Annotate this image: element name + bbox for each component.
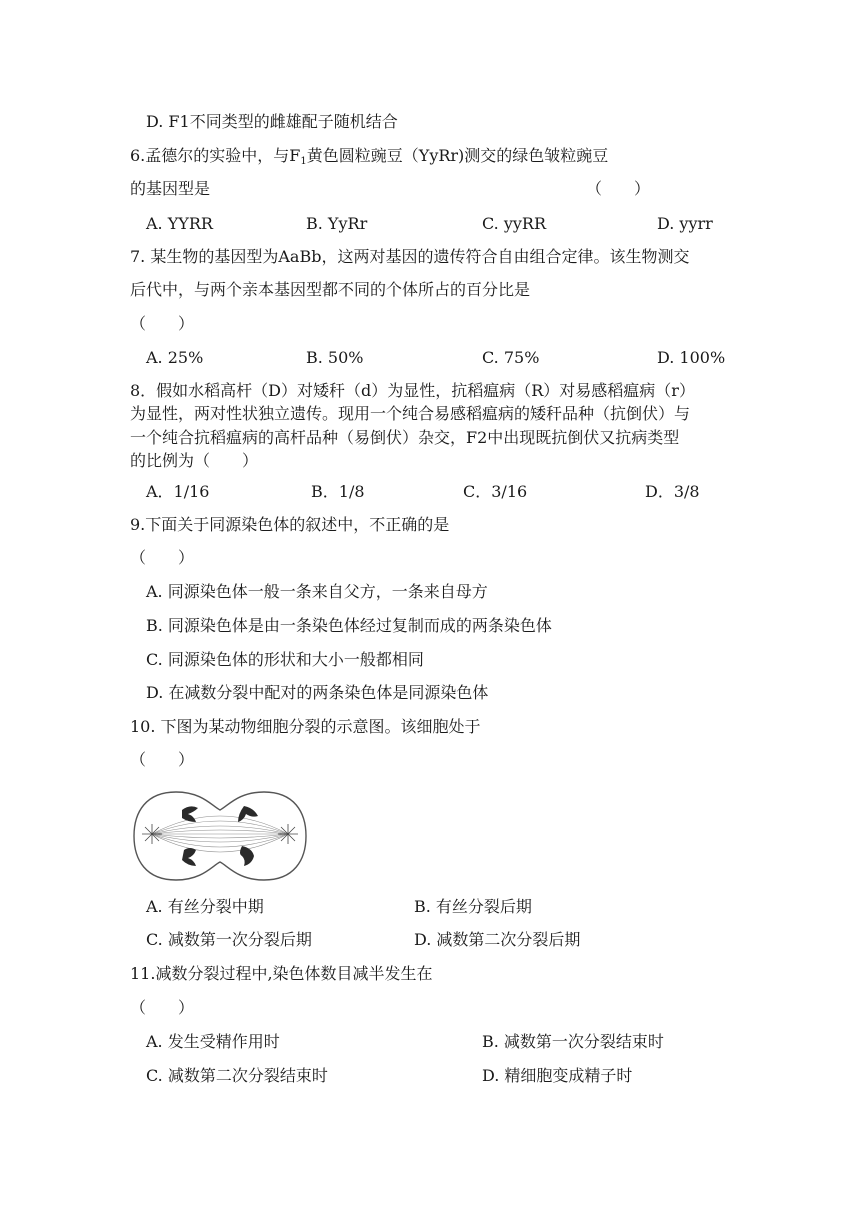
q11-answer-paren: （ ） [130, 998, 195, 1017]
spindle-fibers [152, 816, 288, 852]
chromosome-bottom-right [240, 846, 254, 866]
q6-stem-part1: 6.孟德尔的实验中，与F [130, 146, 301, 165]
q6-option-c: C. yyRR [482, 214, 547, 233]
q8-option-b: B．1/8 [311, 482, 365, 501]
q10-option-a: A. 有丝分裂中期 [146, 897, 264, 916]
q9-stem: 9.下面关于同源染色体的叙述中，不正确的是 [130, 515, 450, 534]
q10-option-d: D. 减数第二次分裂后期 [414, 930, 581, 949]
q7-option-d: D. 100% [657, 348, 726, 367]
q8-option-d: D．3/8 [645, 482, 700, 501]
q10-stem: 10. 下图为某动物细胞分裂的示意图。该细胞处于 [130, 717, 481, 736]
q8-option-a: A．1/16 [146, 482, 210, 501]
q6-stem-line2: 的基因型是 [130, 179, 211, 198]
chromosome-top-right [238, 806, 258, 822]
q7-option-c: C. 75% [482, 348, 540, 367]
q9-option-b: B. 同源染色体是由一条染色体经过复制而成的两条染色体 [146, 616, 552, 635]
q6-option-d: D. yyrr [657, 214, 713, 233]
q7-option-a: A. 25% [146, 348, 204, 367]
q8-option-c: C．3/16 [463, 482, 528, 501]
q6-stem-part2: 黄色圆粒豌豆（YyRr)测交的绿色皱粒豌豆 [306, 146, 609, 165]
q11-stem: 11.减数分裂过程中,染色体数目减半发生在 [130, 964, 433, 983]
chromosomes [182, 806, 258, 866]
q7-stem-line1: 7. 某生物的基因型为AaBb，这两对基因的遗传符合自由组合定律。该生物测交 [130, 247, 690, 266]
q6-stem-line1 [130, 145, 608, 173]
q7-stem-line2: 后代中，与两个亲本基因型都不同的个体所占的百分比是 [130, 280, 531, 299]
q8-stem-line4: 的比例为（ ） [130, 451, 259, 470]
q9-option-a: A. 同源染色体一般一条来自父方，一条来自母方 [146, 582, 488, 601]
q11-option-b: B. 减数第一次分裂结束时 [482, 1032, 664, 1051]
q6-subscript: 1 [300, 156, 307, 167]
q7-answer-paren: （ ） [130, 314, 195, 333]
centriole-right [278, 824, 298, 844]
q10-option-c: C. 减数第一次分裂后期 [146, 930, 312, 949]
centriole-left [142, 824, 162, 844]
chromosome-top-left [182, 806, 198, 822]
q11-option-c: C. 减数第二次分裂结束时 [146, 1066, 328, 1085]
q11-option-a: A. 发生受精作用时 [146, 1032, 280, 1051]
q8-stem-line1: 8．假如水稻高杆（D）对矮秆（d）为显性，抗稻瘟病（R）对易感稻瘟病（r） [130, 381, 695, 400]
q9-option-c: C. 同源染色体的形状和大小一般都相同 [146, 650, 424, 669]
q8-stem-line3: 一个纯合抗稻瘟病的高杆品种（易倒伏）杂交，F2中出现既抗倒伏又抗病类型 [130, 428, 680, 447]
q5-option-d: D. F1不同类型的雌雄配子随机结合 [146, 112, 398, 131]
chromosome-bottom-left [182, 848, 196, 866]
cell-division-figure [132, 788, 308, 884]
q6-option-b: B. YyRr [306, 214, 368, 233]
q9-answer-paren: （ ） [130, 548, 195, 567]
q9-option-d: D. 在减数分裂中配对的两条染色体是同源染色体 [146, 683, 489, 702]
q6-option-a: A. YYRR [146, 214, 213, 233]
q11-option-d: D. 精细胞变成精子时 [482, 1066, 633, 1085]
q10-answer-paren: （ ） [130, 750, 195, 769]
q7-option-b: B. 50% [306, 348, 364, 367]
q8-stem-line2: 为显性，两对性状独立遗传。现用一个纯合易感稻瘟病的矮秆品种（抗倒伏）与 [130, 404, 691, 423]
q10-option-b: B. 有丝分裂后期 [414, 897, 532, 916]
q6-answer-paren: （ ） [586, 179, 651, 198]
